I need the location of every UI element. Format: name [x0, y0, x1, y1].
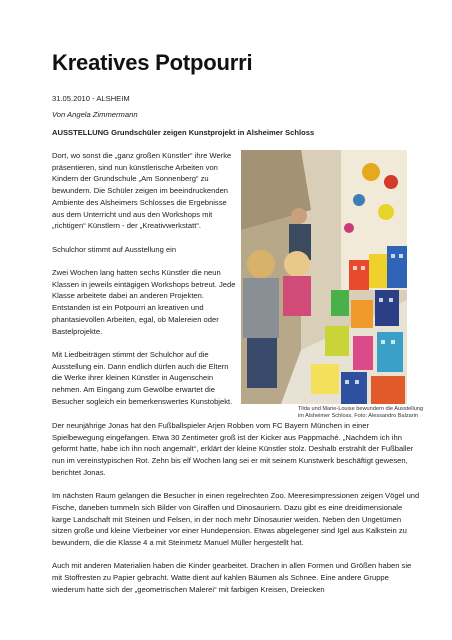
article-headline [52, 128, 314, 138]
photo-caption: Tilda und Marie-Louise bewundern die Ausstellung im Alsheimer Schloss. Foto: Alessandro Balzarin [298, 406, 424, 420]
headline-text: AUSSTELLUNG Grundschüler zeigen Kunstprojekt in Alsheimer Schloss [52, 128, 315, 137]
date-location: 31.05.2010 - ALSHEIM [52, 94, 130, 103]
paragraph: Mit Liedbeiträgen stimmt der Schulchor auf die Ausstellung ein. Dann endlich dürfen auch die Eltern die Werke ihrer kleinen Künstler in Augenschein nehmen. Am Eingang zum Gewölbe erwartet die Besucher sogleich ein bemerkenswertes Kunstobjekt. [52, 349, 233, 406]
photo-illustration [241, 150, 407, 404]
paragraph: Der neunjährige Jonas hat den Fußballspieler Arjen Robben vom FC Bayern München in einer Spielbewegung eingefangen. Etwa 30 Zentimeter groß ist der Kicker aus Pappmaché. „Nachdem ich ihn geformt hatte, habe ich ihn noch angemalt“, erklärt der kleine Künstler stolz. Deshalb erstrahlt der Fußballer nun im vereinstypischen Rot. Zehn bis elf Wochen lang sei er mit seinem Kunstwerk beschäftigt gewesen, berichtet Jonas. [52, 421, 414, 477]
paragraph: Auch mit anderen Materialien haben die Kinder gearbeitet. Drachen in allen Formen und Größen haben sie mit Stoffresten zu Papier gebracht. Watte dient auf kahlen Bäumen als Schnee. Eine andere Gruppe wiederum hatte sich der „geometrischen Malerei“ mit farbigen Kreisen, Dreiecken [52, 561, 412, 594]
paragraph: Zwei Wochen lang hatten sechs Künstler die neun Klassen in jeweils eintägigen Workshops betreut. Jede Klasse arbeitete dabei an anderen Projekten. Entstanden ist ein Potpourri an kreativen und phantasievollen Arbeiten, egal, ob Malereien oder Bastelprojekte. [52, 268, 236, 336]
paragraph: Dort, wo sonst die „ganz großen Künstler“ ihre Werke präsentieren, sind nun künstlerische Arbeiten von Kindern der Grundschule „Am Sonnenberg“ zu bewundern. Die Schüler zeigen im beeindruckenden Ambiente des Alsheimers Schlosses die Ergebnisse aus dem Unterricht und aus den Workshops mit „richtigen“ Künstlern - der „Kreativwerkstatt“. [52, 151, 232, 231]
paragraph: Im nächsten Raum gelangen die Besucher in einen regelrechten Zoo. Meeresimpressionen zeigen Vögel und Fische, daneben tummeln sich Bilder von Giraffen und Dinosauriern. Dazu gibt es eine dreidimensionale karge Landschaft mit Steinen und Felsen, in der noch mehr Dinosaurier weiden. Neben den Ungetümen sitzen große und kleine Vierbeiner vor einer Hundepension. Etwas abgelegener sind Igel aus Kalkstein zu bewundern, die die Klasse 4 a mit Steinmetz Manuel Müller hergestellt hat. [52, 491, 420, 548]
subheading: Schulchor stimmt auf Ausstellung ein [52, 244, 177, 254]
author-byline: Von Angela Zimmermann [52, 110, 138, 119]
exhibition-photo [241, 150, 407, 404]
text-column [52, 150, 238, 419]
article-title: Kreatives Potpourri [52, 50, 253, 75]
full-width-text [52, 420, 422, 607]
